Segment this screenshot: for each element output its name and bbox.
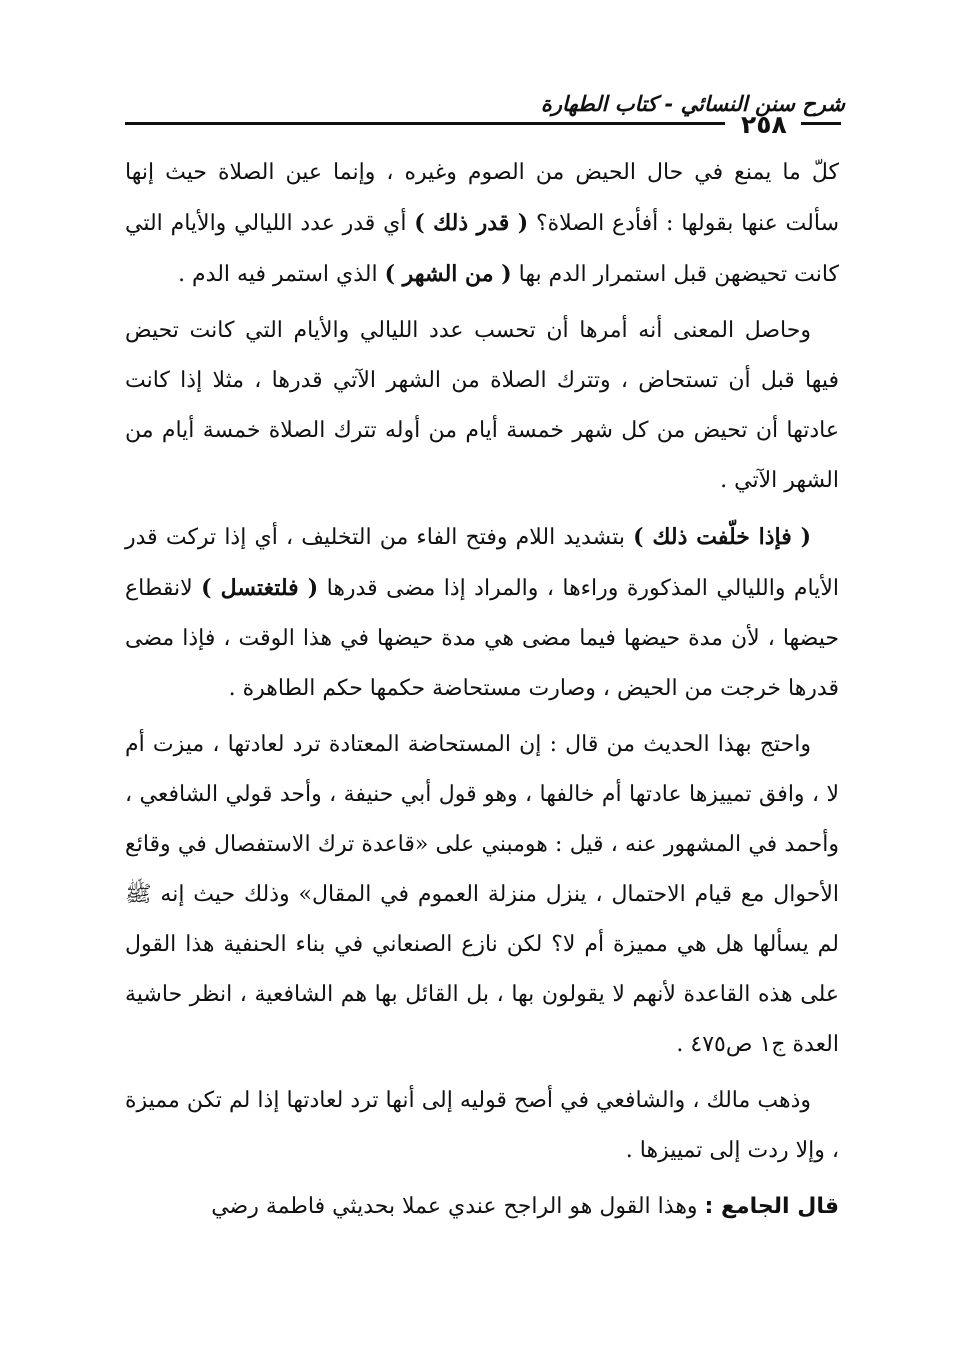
paragraph-2-text: وحاصل المعنى أنه أمرها أن تحسب عدد الليالي والأيام التي كانت تحيض فيها قبل أن تستحاض ، وتترك الصلاة من الشهر الآتي قدرها ، مثلا إذا كانت عادتها أن تحيض من كل شهر خمسة أيام من أوله تترك الصلاة خمسة أيام من الشهر الآتي .: [125, 318, 839, 493]
page-number: ٢٥٨: [741, 110, 787, 139]
paragraph-2: [125, 306, 839, 506]
paragraph-6-label: قال الجامع :: [704, 1194, 839, 1219]
paragraph-3-term-1: ( فإذا خلّفت ذلك ): [633, 524, 811, 550]
paragraph-3-text-1: بتشديد اللام وفتح الفاء من التخليف ، أي إذا تركت قدر الأيام والليالي المذكورة وراءها ، والمراد إذا مضى قدرها: [125, 525, 839, 601]
paragraph-1-term-2: ( من الشهر ): [384, 261, 512, 287]
paragraph-4-text: واحتج بهذا الحديث من قال : إن المستحاضة المعتادة ترد لعادتها ، ميزت أم لا ، وافق تمييزها عادتها أم خالفها ، وهو قول أبي حنيفة ، وأحد قولي الشافعي ، وأحمد في المشهور عنه ، قيل : هومبني على «قاعدة ترك الاستفصال في وقائع الأحوال مع قيام الاحتمال ، ينزل منزلة العموم في المقال» وذلك حيث إنه ﷺ لم يسألها هل هي مميزة أم لا؟ لكن نازع الصنعاني في بناء الحنفية هذا القول على هذه القاعدة لأنهم لا يقولون بها ، بل القائل بها هم الشافعية ، انظر حاشية العدة ج١ ص٤٧٥ .: [125, 732, 839, 1057]
paragraph-1: [125, 148, 839, 300]
body-text: [125, 148, 839, 1238]
paragraph-3-text-2: لانقطاع حيضها ، لأن مدة حيضها فيما مضى هي مدة حيضها في هذا الوقت ، فإذا مضى قدرها خرجت من الحيض ، وصارت مستحاضة حكمها حكم الطاهرة .: [125, 576, 839, 701]
page-number-dash: [801, 122, 841, 125]
paragraph-5: [125, 1076, 839, 1176]
paragraph-1-term-1: ( قدر ذلك ): [414, 210, 529, 236]
paragraph-3-term-2: ( فلتغتسل ): [201, 575, 319, 601]
paragraph-6-text: وهذا القول هو الراجح عندي عملا بحديثي فاطمة رضي: [211, 1194, 698, 1219]
paragraph-5-text: وذهب مالك ، والشافعي في أصح قوليه إلى أنها ترد لعادتها إذا لم تكن مميزة ، وإلا ردت إلى تمييزها .: [125, 1088, 839, 1163]
paragraph-1-text-1: كلّ ما يمنع في حال الحيض من الصوم وغيره ، وإنما عين الصلاة حيث إنها سألت عنها بقولها : أفأدع الصلاة؟: [125, 160, 840, 236]
paragraph-3: [125, 512, 839, 714]
paragraph-1-text-3: الذي استمر فيه الدم .: [178, 262, 378, 287]
header-rule: [125, 110, 839, 140]
header-rule-line: [125, 122, 725, 125]
paragraph-4: [125, 720, 839, 1070]
paragraph-1-text-2: أي قدر عدد الليالي والأيام التي كانت تحيضهن قبل استمرار الدم بها: [125, 211, 839, 287]
paragraph-6: [125, 1182, 839, 1232]
running-title: شرح سنن النسائي - كتاب الطهارة: [540, 92, 845, 116]
